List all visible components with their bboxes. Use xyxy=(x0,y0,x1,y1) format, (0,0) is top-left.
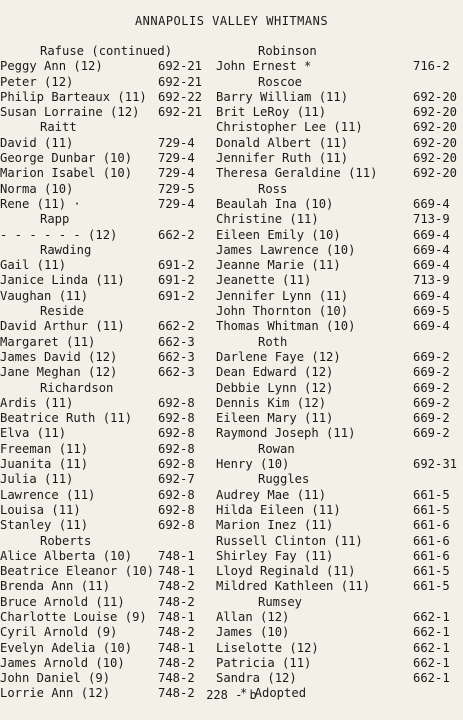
entry-code: 692-8 xyxy=(158,502,195,517)
surname-text: Ruggles xyxy=(258,472,310,487)
entry-code: 662-3 xyxy=(158,365,195,380)
entry-code: 662-3 xyxy=(158,349,195,364)
entry-name: Brit LeRoy (11) xyxy=(216,105,327,120)
surname-text: Reside xyxy=(40,304,85,319)
entry-row xyxy=(0,59,210,74)
entry-code: 748-1 xyxy=(158,640,195,655)
entry-code: 713-9 xyxy=(413,212,450,227)
entry-code: 669-2 xyxy=(413,411,450,426)
entry-row xyxy=(0,258,210,273)
surname-text: Rapp xyxy=(40,212,70,227)
surname-heading xyxy=(216,335,463,350)
entry-code: 662-1 xyxy=(413,640,450,655)
entry-name: Jennifer Lynn (11) xyxy=(216,288,349,303)
entry-row xyxy=(0,472,210,487)
entry-code: 729-4 xyxy=(158,166,195,181)
surname-text: Roberts xyxy=(40,533,92,548)
entry-row xyxy=(216,105,463,120)
entry-name: Russell Clinton (11) xyxy=(216,533,363,548)
entry-name: Jane Meghan (12) xyxy=(0,365,118,380)
entry-row xyxy=(0,656,210,671)
entry-name: Ardis (11) xyxy=(0,395,74,410)
entry-name: Elva (11) xyxy=(0,426,67,441)
entry-row xyxy=(216,90,463,105)
entry-code: 662-1 xyxy=(413,655,450,670)
entry-row xyxy=(216,610,463,625)
entry-code: 716-2 xyxy=(413,59,450,74)
entry-code: 669-2 xyxy=(413,349,450,364)
entry-row xyxy=(0,289,210,304)
entry-name: George Dunbar (10) xyxy=(0,151,133,166)
entry-row xyxy=(0,671,210,686)
entry-code: 729-4 xyxy=(158,196,195,211)
entry-code: 669-5 xyxy=(413,304,450,319)
entry-code: 669-4 xyxy=(413,258,450,273)
entry-row xyxy=(0,228,210,243)
entry-row xyxy=(0,549,210,564)
entry-code: 692-31 xyxy=(413,457,458,472)
entry-row xyxy=(216,59,463,74)
entry-code: 692-8 xyxy=(158,395,195,410)
entry-code: 729-4 xyxy=(158,151,195,166)
surname-heading xyxy=(0,120,210,135)
entry-row xyxy=(0,610,210,625)
entry-row xyxy=(0,365,210,380)
entry-code: 661-5 xyxy=(413,579,450,594)
entry-row xyxy=(216,579,463,594)
entry-row xyxy=(216,243,463,258)
entry-name: Allan (12) xyxy=(216,609,290,624)
surname-heading xyxy=(0,381,210,396)
entry-code: 692-21 xyxy=(158,74,203,89)
entry-name: James Arnold (10) xyxy=(0,655,125,670)
entry-name: Beatrice Eleanor (10) xyxy=(0,564,155,579)
entry-name: Louisa (11) xyxy=(0,502,81,517)
entry-name: Shirley Fay (11) xyxy=(216,548,334,563)
entry-name: John Thornton (10) xyxy=(216,304,349,319)
entry-code: 748-2 xyxy=(158,671,195,686)
entry-name: James Lawrence (10) xyxy=(216,242,356,257)
entry-row xyxy=(0,396,210,411)
entry-name: Charlotte Louise (9) xyxy=(0,609,147,624)
entry-row xyxy=(0,75,210,90)
entry-name: Peggy Ann (12) xyxy=(0,59,103,74)
entry-row xyxy=(0,625,210,640)
entry-row xyxy=(216,136,463,151)
entry-code: 669-4 xyxy=(413,242,450,257)
entry-row xyxy=(216,518,463,533)
entry-row xyxy=(0,319,210,334)
entry-code: 748-2 xyxy=(158,579,195,594)
entry-row xyxy=(0,350,210,365)
entry-code: 692-20 xyxy=(413,166,458,181)
entry-code: 748-2 xyxy=(158,655,195,670)
entry-name: Sandra (12) xyxy=(216,671,297,686)
entry-name: Mildred Kathleen (11) xyxy=(216,579,371,594)
entry-code: 692-8 xyxy=(158,426,195,441)
entry-row xyxy=(216,656,463,671)
entry-code: 662-1 xyxy=(413,671,450,686)
page-title: ANNAPOLIS VALLEY WHITMANS xyxy=(134,14,329,28)
entry-code: 669-2 xyxy=(413,380,450,395)
entry-row xyxy=(216,197,463,212)
entry-name: Cyril Arnold (9) xyxy=(0,625,118,640)
entry-name: Christine (11) xyxy=(216,212,319,227)
entry-row xyxy=(216,396,463,411)
entry-code: 692-21 xyxy=(158,59,203,74)
entry-code: 692-20 xyxy=(413,120,458,135)
entry-row xyxy=(216,212,463,227)
entry-name: Lloyd Reginald (11) xyxy=(216,564,356,579)
entry-name: Juanita (11) xyxy=(0,457,89,472)
entry-row xyxy=(0,488,210,503)
surname-text: Robinson xyxy=(258,44,317,58)
left-column xyxy=(0,44,210,702)
entry-row xyxy=(216,289,463,304)
entry-name: Jeanette (11) xyxy=(216,273,312,288)
entry-name: John Daniel (9) xyxy=(0,671,111,686)
entry-code: 692-20 xyxy=(413,105,458,120)
entry-name: Margaret (11) xyxy=(0,334,96,349)
entry-code: 691-2 xyxy=(158,258,195,273)
entry-code: 661-5 xyxy=(413,564,450,579)
surname-text: Roscoe xyxy=(258,74,303,89)
entry-code: 692-8 xyxy=(158,457,195,472)
entry-row xyxy=(0,595,210,610)
entry-code: 729-5 xyxy=(158,181,195,196)
entry-name: Lorrie Ann (12) xyxy=(0,686,111,701)
entry-row xyxy=(216,258,463,273)
entry-row xyxy=(216,503,463,518)
entry-row xyxy=(0,426,210,441)
entry-row xyxy=(216,411,463,426)
entry-row xyxy=(216,350,463,365)
entry-name: Peter (12) xyxy=(0,74,74,89)
entry-code: 661-6 xyxy=(413,548,450,563)
entry-code: 692-20 xyxy=(413,135,458,150)
entry-name: Dean Edward (12) xyxy=(216,365,334,380)
entry-name: Beatrice Ruth (11) xyxy=(0,411,133,426)
entry-code: 662-1 xyxy=(413,609,450,624)
surname-heading xyxy=(216,472,463,487)
entry-code: 748-2 xyxy=(158,686,195,701)
entry-name: Brenda Ann (11) xyxy=(0,579,111,594)
entry-code: 713-9 xyxy=(413,273,450,288)
entry-code: 669-2 xyxy=(413,365,450,380)
entry-name: Vaughan (11) xyxy=(0,288,89,303)
surname-heading xyxy=(216,442,463,457)
entry-name: Evelyn Adelia (10) xyxy=(0,640,133,655)
page-number: 228 - b xyxy=(206,688,257,702)
entry-row xyxy=(0,518,210,533)
entry-code: 661-6 xyxy=(413,518,450,533)
entry-row xyxy=(0,166,210,181)
entry-name: Henry (10) xyxy=(216,457,290,472)
entry-code: 669-4 xyxy=(413,319,450,334)
entry-code: 692-20 xyxy=(413,89,458,104)
entry-code: 669-2 xyxy=(413,426,450,441)
entry-code: 692-8 xyxy=(158,487,195,502)
entry-row xyxy=(216,671,463,686)
entry-row xyxy=(216,166,463,181)
surname-heading xyxy=(0,243,210,258)
entry-code: 692-22 xyxy=(158,89,203,104)
entry-code: 691-2 xyxy=(158,288,195,303)
entry-name: Debbie Lynn (12) xyxy=(216,380,334,395)
entry-name: Rene (11) · xyxy=(0,196,81,211)
entry-code: 662-1 xyxy=(413,625,450,640)
entry-name: John Ernest * xyxy=(216,59,312,74)
entry-code: 748-2 xyxy=(158,594,195,609)
entry-code: 748-1 xyxy=(158,609,195,624)
footnote-text: * Adopted xyxy=(240,686,307,701)
entry-name: David (11) xyxy=(0,135,74,150)
entry-code: 692-21 xyxy=(158,105,203,120)
surname-text: Ross xyxy=(258,181,288,196)
entry-row xyxy=(0,90,210,105)
entry-name: Alice Alberta (10) xyxy=(0,548,133,563)
surname-heading xyxy=(0,212,210,227)
entry-name: Christopher Lee (11) xyxy=(216,120,363,135)
entry-name: David Arthur (11) xyxy=(0,319,125,334)
surname-text: Rumsey xyxy=(258,594,303,609)
entry-row xyxy=(216,549,463,564)
entry-row xyxy=(0,457,210,472)
entry-row xyxy=(0,105,210,120)
entry-name: Philip Barteaux (11) xyxy=(0,89,147,104)
entry-name: Theresa Geraldine (11) xyxy=(216,166,378,181)
surname-heading xyxy=(216,75,463,90)
entry-row xyxy=(216,457,463,472)
surname-text: Roth xyxy=(258,334,288,349)
entry-name: Beaulah Ina (10) xyxy=(216,196,334,211)
entry-name: Freeman (11) xyxy=(0,441,89,456)
entry-code: 748-2 xyxy=(158,625,195,640)
surname-heading xyxy=(0,304,210,319)
entry-row xyxy=(0,579,210,594)
entry-row xyxy=(0,411,210,426)
entry-name: Audrey Mae (11) xyxy=(216,487,327,502)
surname-heading xyxy=(216,595,463,610)
entry-row xyxy=(216,625,463,640)
entry-row xyxy=(0,151,210,166)
entry-name: Julia (11) xyxy=(0,472,74,487)
entry-row xyxy=(216,273,463,288)
entry-row xyxy=(216,120,463,135)
surname-heading xyxy=(216,44,463,59)
entry-code: 669-4 xyxy=(413,288,450,303)
entry-name: Eileen Mary (11) xyxy=(216,411,334,426)
entry-row xyxy=(0,182,210,197)
surname-text: Rowan xyxy=(258,441,295,456)
entry-code: 661-5 xyxy=(413,502,450,517)
entry-code: 748-1 xyxy=(158,564,195,579)
entry-row xyxy=(0,442,210,457)
entry-row xyxy=(216,365,463,380)
surname-text: Richardson xyxy=(40,380,114,395)
entry-row xyxy=(0,503,210,518)
entry-name: Hilda Eileen (11) xyxy=(216,502,341,517)
entry-row xyxy=(216,641,463,656)
right-column xyxy=(216,44,463,702)
entry-name: Susan Lorraine (12) xyxy=(0,105,140,120)
entry-code: 729-4 xyxy=(158,135,195,150)
entry-name: Gail (11) xyxy=(0,258,67,273)
entry-code: 662-3 xyxy=(158,334,195,349)
entry-name: Lawrence (11) xyxy=(0,487,96,502)
entry-name: James David (12) xyxy=(0,349,118,364)
entry-row xyxy=(0,564,210,579)
entry-row xyxy=(216,381,463,396)
entry-row xyxy=(0,335,210,350)
entry-name: Donald Albert (11) xyxy=(216,135,349,150)
entry-name: - - - - - - (12) xyxy=(0,227,118,242)
entry-row xyxy=(0,641,210,656)
entry-code: 661-5 xyxy=(413,487,450,502)
entry-row xyxy=(216,151,463,166)
entry-name: Liselotte (12) xyxy=(216,640,319,655)
entry-row xyxy=(0,136,210,151)
entry-code: 662-2 xyxy=(158,319,195,334)
entry-row xyxy=(216,228,463,243)
entry-name: Barry William (11) xyxy=(216,89,349,104)
entry-name: Eileen Emily (10) xyxy=(216,227,341,242)
entry-row xyxy=(0,273,210,288)
entry-code: 692-20 xyxy=(413,151,458,166)
entry-name: Norma (10) xyxy=(0,181,74,196)
surname-heading xyxy=(0,44,210,59)
entry-row xyxy=(216,534,463,549)
entry-name: Marion Inez (11) xyxy=(216,518,334,533)
entry-row xyxy=(216,488,463,503)
entry-name: Patricia (11) xyxy=(216,655,312,670)
entry-code: 662-2 xyxy=(158,227,195,242)
surname-heading xyxy=(216,182,463,197)
entry-name: Darlene Faye (12) xyxy=(216,349,341,364)
entry-code: 748-1 xyxy=(158,548,195,563)
entry-row xyxy=(0,197,210,212)
entry-code: 669-4 xyxy=(413,196,450,211)
entry-name: Janice Linda (11) xyxy=(0,273,125,288)
surname-text: Rawding xyxy=(40,242,92,257)
surname-text: Rafuse (continued) xyxy=(40,44,173,58)
surname-text: Raitt xyxy=(40,120,77,135)
entry-code: 692-8 xyxy=(158,441,195,456)
entry-name: James (10) xyxy=(216,625,290,640)
entry-code: 692-8 xyxy=(158,411,195,426)
entry-name: Jeanne Marie (11) xyxy=(216,258,341,273)
entry-row xyxy=(216,319,463,334)
entry-name: Raymond Joseph (11) xyxy=(216,426,356,441)
entry-name: Bruce Arnold (11) xyxy=(0,594,125,609)
entry-name: Dennis Kim (12) xyxy=(216,395,327,410)
entry-code: 669-4 xyxy=(413,227,450,242)
entry-name: Marion Isabel (10) xyxy=(0,166,133,181)
entry-row xyxy=(216,426,463,441)
entry-row xyxy=(216,304,463,319)
entry-code: 661-6 xyxy=(413,533,450,548)
entry-code: 691-2 xyxy=(158,273,195,288)
entry-name: Thomas Whitman (10) xyxy=(216,319,356,334)
entry-name: Stanley (11) xyxy=(0,518,89,533)
entry-name: Jennifer Ruth (11) xyxy=(216,151,349,166)
entry-code: 669-2 xyxy=(413,395,450,410)
entry-code: 692-8 xyxy=(158,518,195,533)
surname-heading xyxy=(0,534,210,549)
entry-code: 692-7 xyxy=(158,472,195,487)
entry-row xyxy=(216,564,463,579)
